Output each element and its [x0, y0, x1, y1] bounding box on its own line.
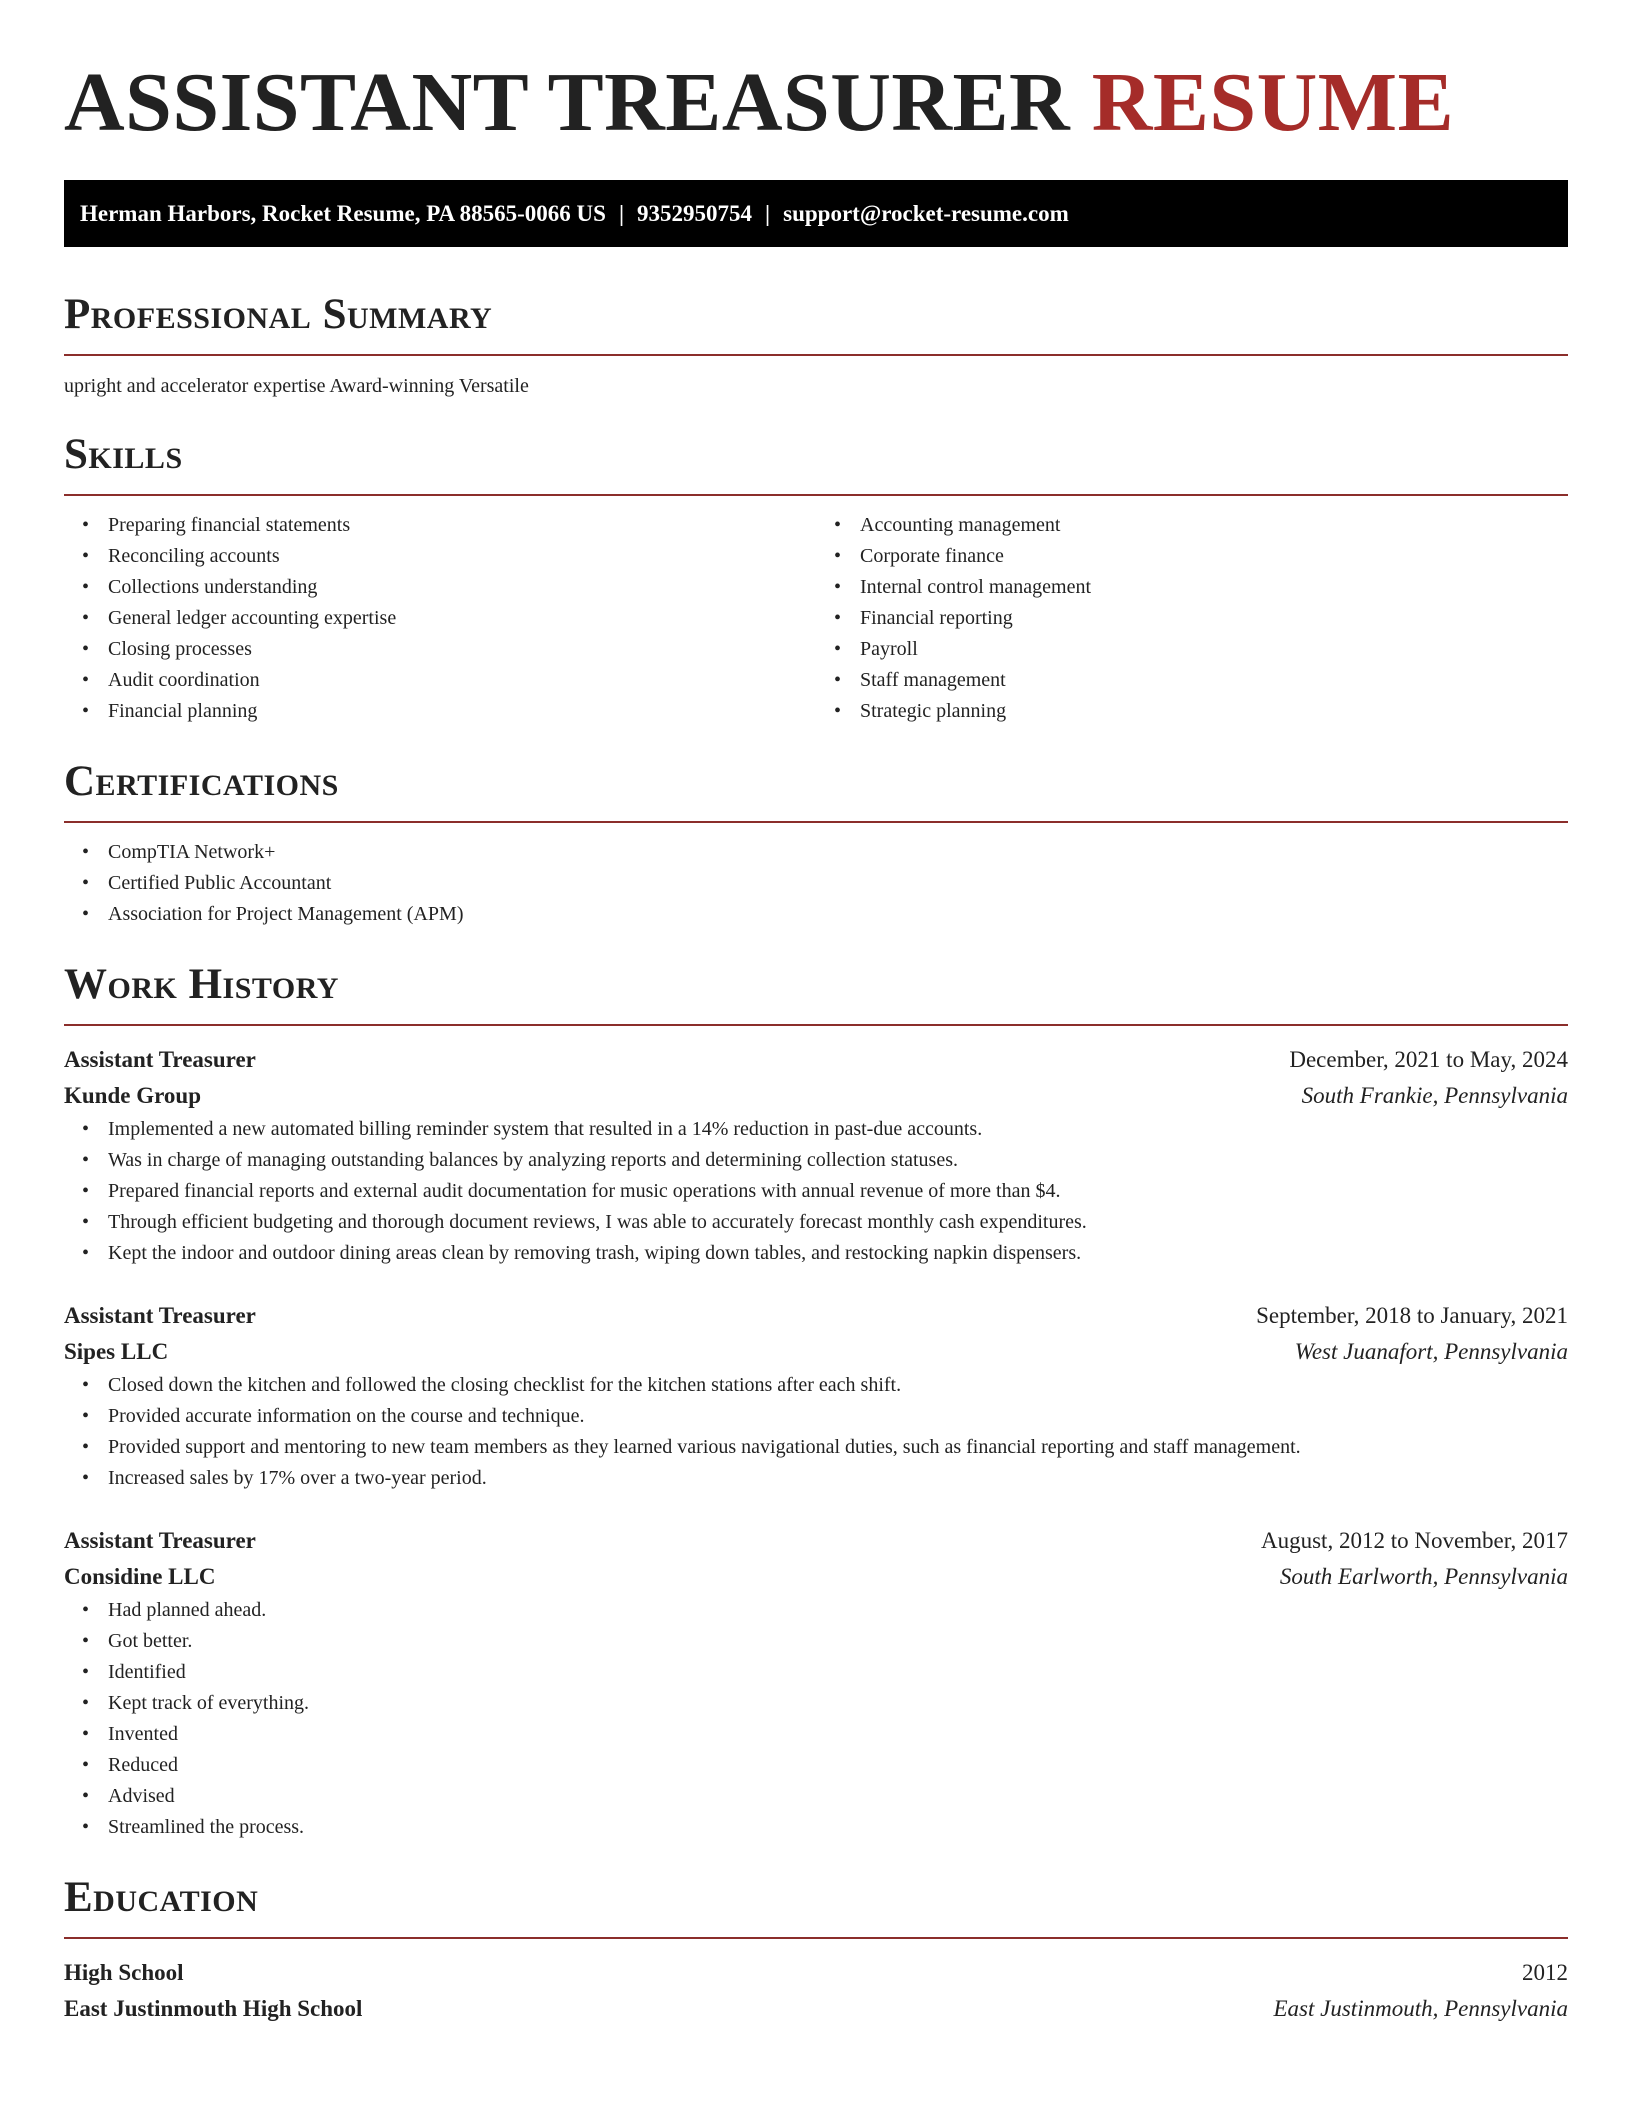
- section-divider: [64, 494, 1568, 496]
- skill-item: • Preparing financial statements: [108, 510, 816, 541]
- job-bullet: • Identified: [108, 1657, 1568, 1688]
- skill-item: • Reconciling accounts: [108, 541, 816, 572]
- job-company: Sipes LLC: [64, 1339, 169, 1364]
- section-divider: [64, 354, 1568, 356]
- education-location: East Justinmouth, Pennsylvania: [1273, 1996, 1568, 2021]
- education-school: East Justinmouth High School: [64, 1996, 363, 2021]
- job-bullets: [64, 1595, 1568, 1843]
- job-bullet: • Implemented a new automated billing reminder system that resulted in a 14% reduction in past-due accounts.: [108, 1114, 1568, 1145]
- job-dates: December, 2021 to May, 2024: [1289, 1047, 1568, 1072]
- skills-grid: [64, 510, 1568, 727]
- skill-item: • Financial reporting: [860, 603, 1568, 634]
- summary-heading: Professional Summary: [64, 291, 493, 338]
- skill-item: • General ledger accounting expertise: [108, 603, 816, 634]
- job-bullets: [64, 1114, 1568, 1269]
- skill-item: • Audit coordination: [108, 665, 816, 696]
- job-entry: [64, 1523, 1568, 1843]
- education-heading: Education: [64, 1874, 259, 1921]
- title-main: ASSISTANT TREASURER: [64, 56, 1071, 149]
- contact-email: support@rocket-resume.com: [783, 200, 1069, 226]
- skill-item: • Collections understanding: [108, 572, 816, 603]
- skill-item: • Accounting management: [860, 510, 1568, 541]
- job-bullet: • Got better.: [108, 1626, 1568, 1657]
- job-bullet: • Provided accurate information on the course and technique.: [108, 1401, 1568, 1432]
- job-bullet: • Had planned ahead.: [108, 1595, 1568, 1626]
- contact-bar: [64, 180, 1568, 247]
- job-bullet: • Kept the indoor and outdoor dining areas clean by removing trash, wiping down tables, and restocking napkin dispensers.: [108, 1238, 1568, 1269]
- job-bullet: • Prepared financial reports and external audit documentation for music operations with annual revenue of more than $4.: [108, 1176, 1568, 1207]
- work-history-section: [64, 960, 1568, 1843]
- job-dates: August, 2012 to November, 2017: [1261, 1528, 1568, 1553]
- skill-item: • Internal control management: [860, 572, 1568, 603]
- contact-phone: 9352950754: [637, 200, 753, 226]
- certifications-section: [64, 757, 1568, 930]
- job-subheader: [64, 1334, 1568, 1370]
- summary-text: upright and accelerator expertise Award-winning Versatile: [64, 375, 529, 397]
- skills-column-right: [816, 510, 1568, 727]
- skill-item: • Staff management: [860, 665, 1568, 696]
- job-location: South Frankie, Pennsylvania: [1301, 1083, 1568, 1108]
- job-dates: September, 2018 to January, 2021: [1256, 1303, 1568, 1328]
- skills-heading: Skills: [64, 431, 183, 478]
- job-title: Assistant Treasurer: [64, 1047, 256, 1072]
- skills-list-left: [64, 510, 816, 727]
- education-entry: [64, 1955, 1568, 2027]
- skill-item: • Strategic planning: [860, 696, 1568, 727]
- job-subheader: [64, 1559, 1568, 1595]
- skills-section: [64, 430, 1568, 727]
- section-divider: [64, 821, 1568, 823]
- section-divider: [64, 1937, 1568, 1939]
- job-bullet: • Was in charge of managing outstanding balances by analyzing reports and determining collection statuses.: [108, 1145, 1568, 1176]
- job-entry: [64, 1042, 1568, 1269]
- certification-item: • CompTIA Network+: [108, 837, 1568, 868]
- job-header: [64, 1298, 1568, 1334]
- job-bullet: • Closed down the kitchen and followed the closing checklist for the kitchen stations after each shift.: [108, 1370, 1568, 1401]
- skill-item: • Payroll: [860, 634, 1568, 665]
- section-divider: [64, 1024, 1568, 1026]
- education-header: [64, 1955, 1568, 1991]
- job-bullet: • Provided support and mentoring to new team members as they learned various navigational duties, such as financial reporting and staff management.: [108, 1432, 1568, 1463]
- job-title: Assistant Treasurer: [64, 1528, 256, 1553]
- contact-address: Herman Harbors, Rocket Resume, PA 88565-0066 US: [80, 200, 606, 226]
- job-subheader: [64, 1078, 1568, 1114]
- title-accent: RESUME: [1091, 56, 1455, 149]
- job-company: Considine LLC: [64, 1564, 216, 1589]
- contact-separator: |: [618, 200, 625, 226]
- certification-item: • Certified Public Accountant: [108, 868, 1568, 899]
- job-bullets: [64, 1370, 1568, 1494]
- education-year: 2012: [1522, 1960, 1568, 1985]
- skill-item: • Closing processes: [108, 634, 816, 665]
- summary-section: [64, 290, 1568, 398]
- job-entry: [64, 1298, 1568, 1494]
- certifications-list: [64, 837, 1568, 930]
- skill-item: • Corporate finance: [860, 541, 1568, 572]
- job-bullet: • Streamlined the process.: [108, 1812, 1568, 1843]
- work-history-heading: Work History: [64, 961, 339, 1008]
- contact-separator: |: [765, 200, 771, 226]
- skills-list-right: [816, 510, 1568, 727]
- job-bullet: • Reduced: [108, 1750, 1568, 1781]
- skills-column-left: [64, 510, 816, 727]
- certifications-heading: Certifications: [64, 758, 339, 805]
- job-bullet: • Advised: [108, 1781, 1568, 1812]
- certification-item: • Association for Project Management (APM): [108, 899, 1568, 930]
- job-location: South Earlworth, Pennsylvania: [1279, 1564, 1568, 1589]
- skill-item: • Financial planning: [108, 696, 816, 727]
- job-bullet: • Kept track of everything.: [108, 1688, 1568, 1719]
- job-company: Kunde Group: [64, 1083, 201, 1108]
- job-title: Assistant Treasurer: [64, 1303, 256, 1328]
- job-location: West Juanafort, Pennsylvania: [1294, 1339, 1568, 1364]
- job-header: [64, 1523, 1568, 1559]
- education-subheader: [64, 1991, 1568, 2027]
- education-section: [64, 1873, 1568, 2027]
- job-bullet: • Through efficient budgeting and thorough document reviews, I was able to accurately forecast monthly cash expenditures.: [108, 1207, 1568, 1238]
- job-bullet: • Increased sales by 17% over a two-year period.: [108, 1463, 1568, 1494]
- resume-title: [64, 0, 1568, 148]
- job-bullet: • Invented: [108, 1719, 1568, 1750]
- job-header: [64, 1042, 1568, 1078]
- education-degree: High School: [64, 1960, 184, 1985]
